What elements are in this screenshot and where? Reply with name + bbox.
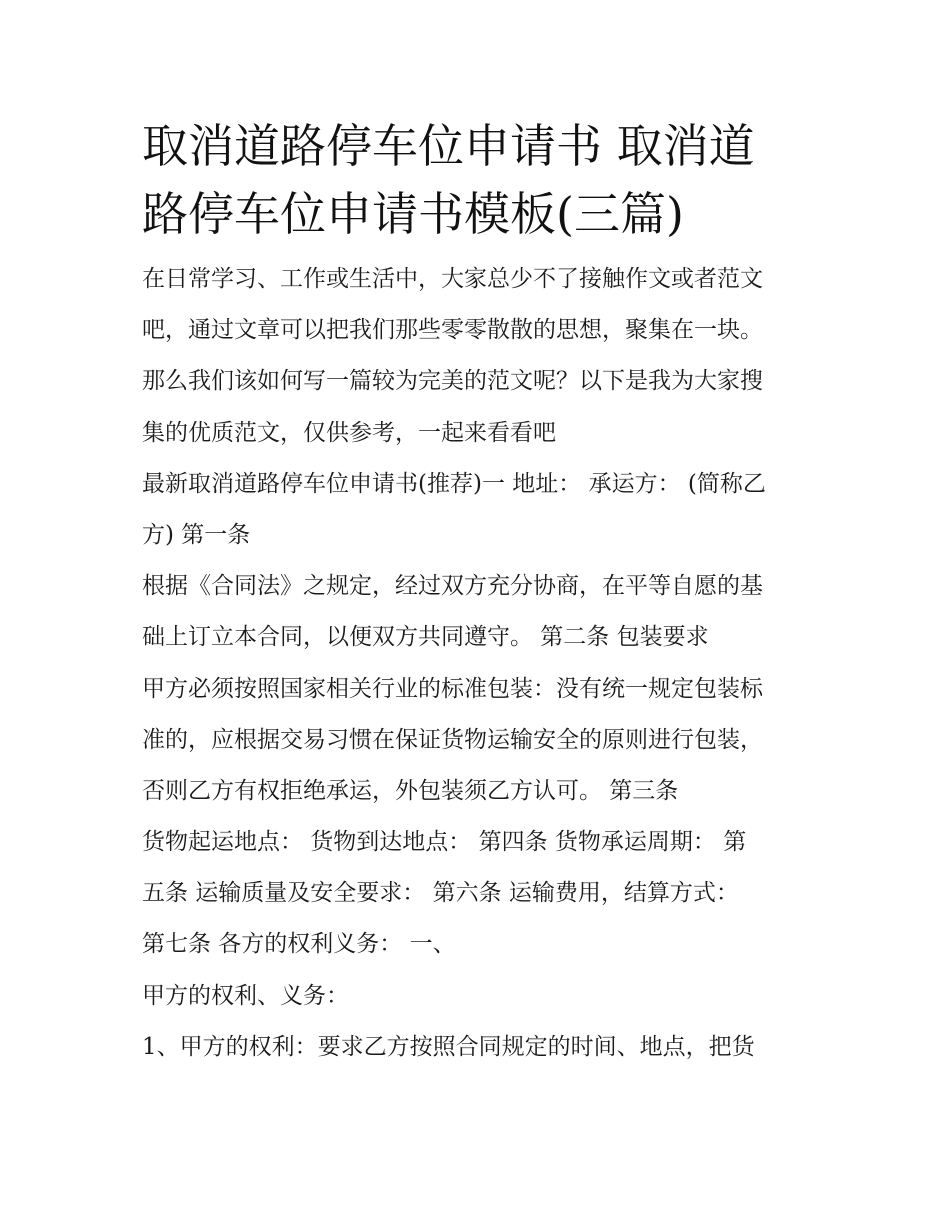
body-line: 那么我们该如何写一篇较为完美的范文呢？以下是我为大家搜 (142, 368, 763, 395)
title-line: 路停车位申请书模板(三篇) (142, 187, 684, 241)
body-line: 础上订立本合同，以便双方共同遵守。 第二条 包装要求 (142, 624, 709, 651)
document-page (142, 112, 822, 1073)
body-line: 五条 运输质量及安全要求： 第六条 运输费用，结算方式： (142, 880, 739, 907)
body-line: 第七条 各方的权利义务： 一、 (142, 931, 456, 958)
body-line: 甲方必须按照国家相关行业的标准包装：没有统一规定包装标 (142, 675, 763, 702)
body-line: 甲方的权利、义务： (142, 982, 349, 1009)
body-line: 方) 第一条 (142, 521, 251, 548)
title-line: 取消道路停车位申请书 取消道 (142, 119, 755, 173)
body-line: 吧，通过文章可以把我们那些零零散散的思想，聚集在一块。 (142, 317, 763, 344)
document-title (142, 112, 822, 248)
body-line: 否则乙方有权拒绝承运，外包装须乙方认可。 第三条 (142, 777, 679, 804)
body-line: 准的，应根据交易习惯在保证货物运输安全的原则进行包装， (142, 726, 763, 753)
body-line: 1、甲方的权利：要求乙方按照合同规定的时间、地点，把货 (142, 1033, 755, 1060)
body-line: 根据《合同法》之规定，经过双方充分协商，在平等自愿的基 (142, 573, 763, 600)
body-line: 在日常学习、工作或生活中，大家总少不了接触作文或者范文 (142, 266, 763, 292)
body-line: 货物起运地点： 货物到达地点： 第四条 货物承运周期： 第 (142, 829, 747, 856)
document-body (142, 254, 822, 1073)
body-line: 最新取消道路停车位申请书(推荐)一 地址： 承运方： (简称乙 (142, 470, 766, 497)
body-line: 集的优质范文，仅供参考，一起来看看吧 (142, 419, 556, 446)
